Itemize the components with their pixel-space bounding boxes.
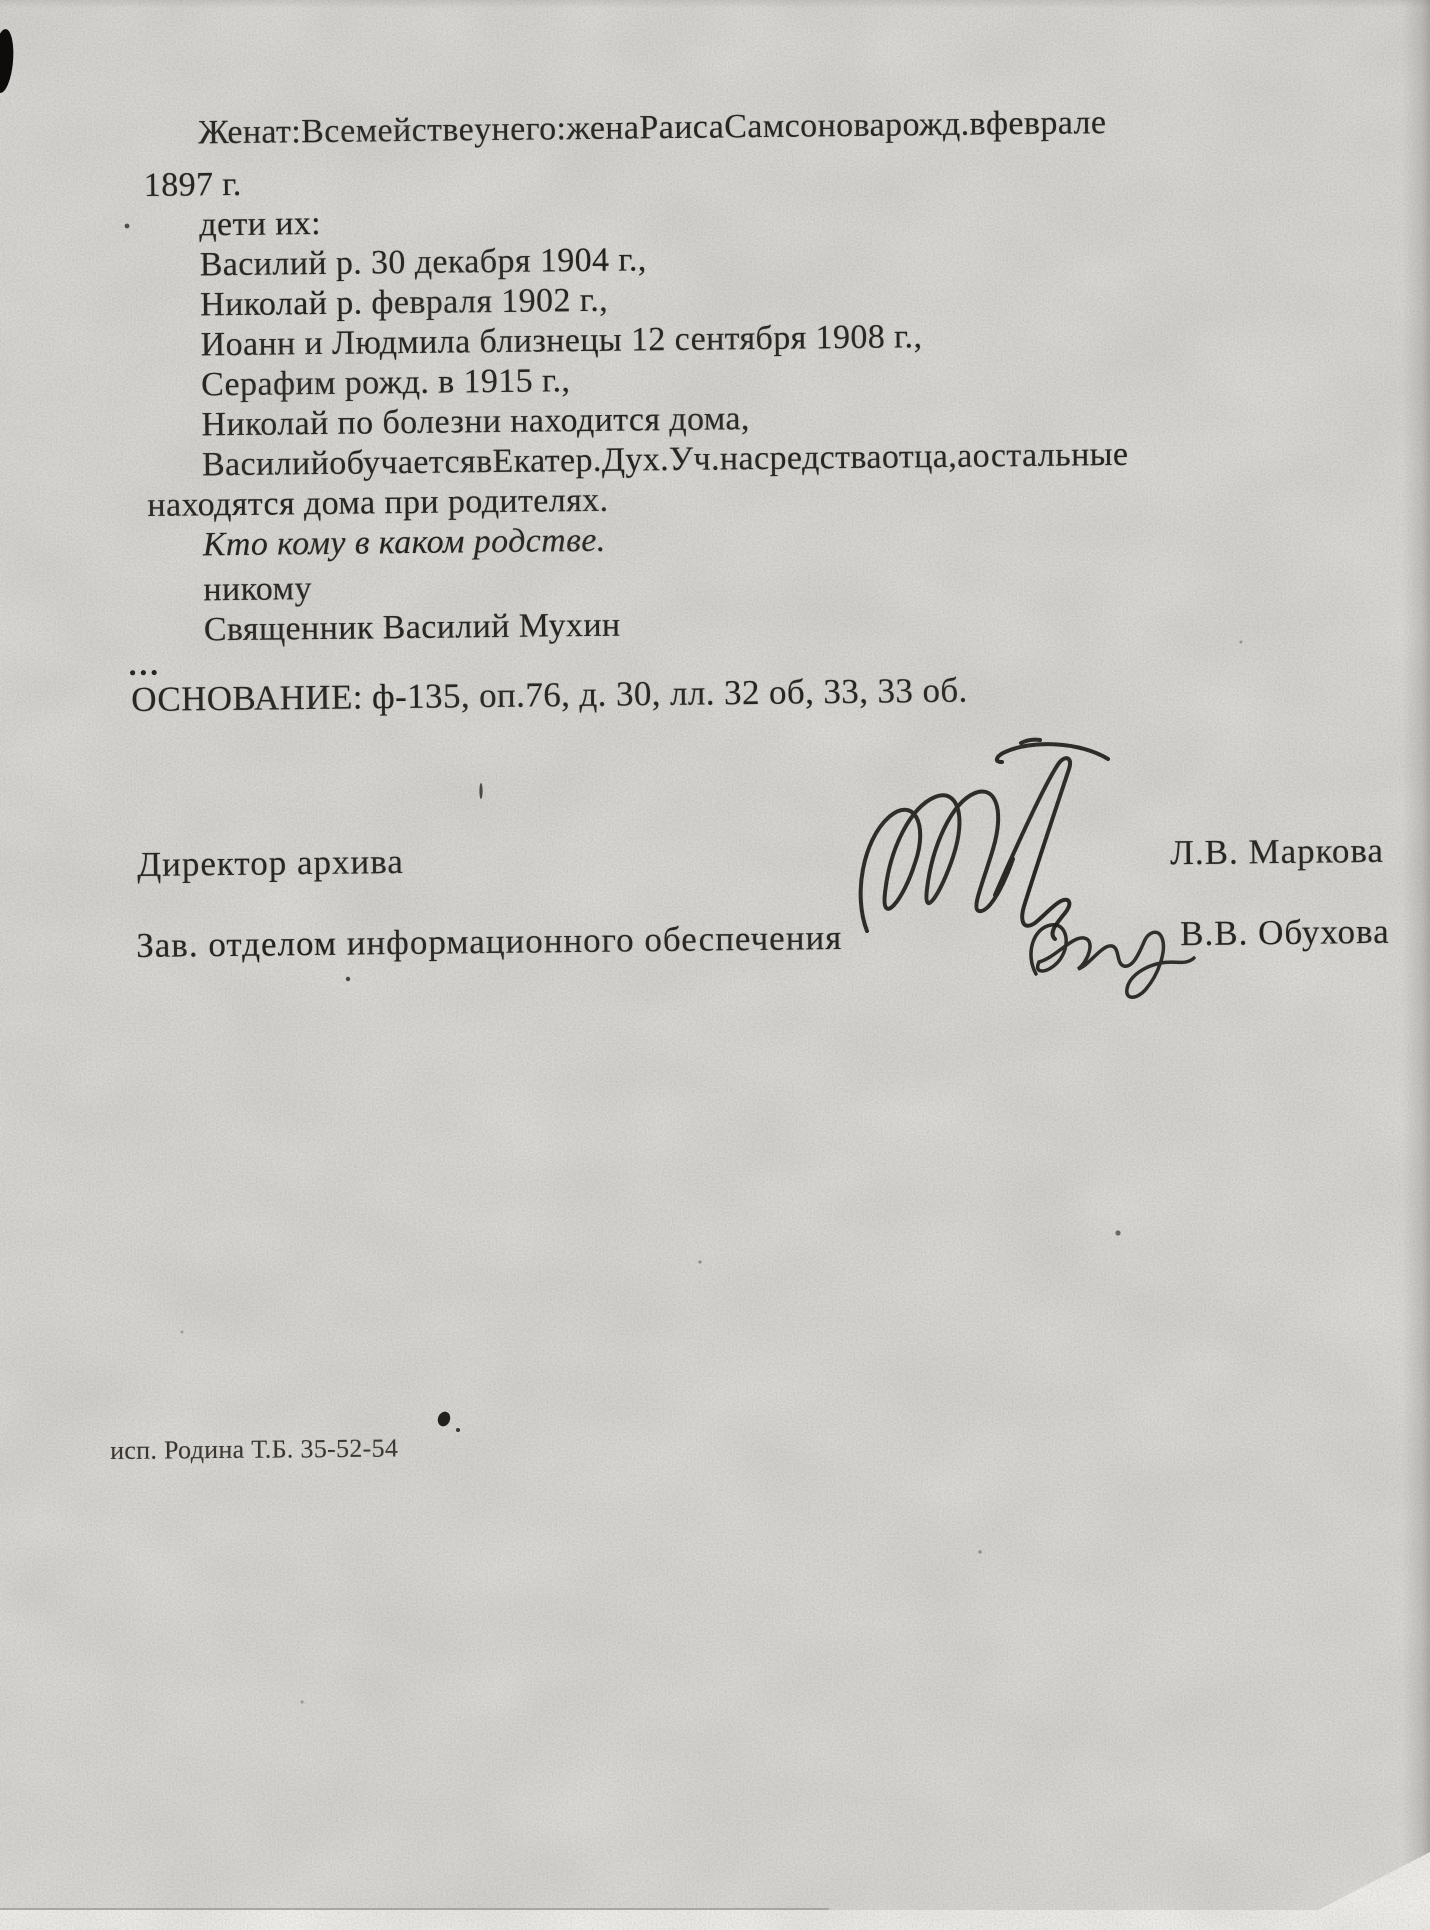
document-line: Василий р. 30 декабря 1904 г., [199,241,647,284]
scan-edge-shadow-top [0,0,1430,8]
toner-speck [181,1331,184,1334]
word: жена [566,109,640,148]
toner-speck [1115,1230,1120,1235]
document-line: находятся дома при родителях. [147,481,609,524]
document-line: Серафим рожд. в 1915 г., [200,362,571,404]
toner-speck [300,1700,303,1703]
executor-note: исп. Родина Т.Б. 35-52-54 [110,1433,399,1465]
word: рожд. [884,105,970,144]
word: В [300,112,325,151]
word: феврале [985,104,1107,143]
toner-speck [698,1260,701,1263]
document-body [143,103,1129,651]
toner-speck [346,977,350,981]
signature-row-director [137,831,1387,891]
word: Василий [201,444,330,484]
word: Раиса [639,108,725,147]
toner-speck [125,224,130,229]
document-line-priest-name: Священник Василий Мухин [203,606,621,649]
toner-speck [1240,641,1243,644]
word: Женат: [198,113,302,152]
word: в [475,443,493,481]
toner-scratch [479,783,482,799]
document-line [143,103,1107,154]
document-line: дети их: [199,204,322,244]
document-line: Николай по болезни находится дома, [201,400,751,444]
word: обучается [328,443,477,482]
signatory-title: Зав. отделом информационного обеспечения [136,917,843,965]
word: а [956,437,973,475]
basis-reference-line: ОСНОВАНИЕ: ф-135, оп.76, д. 30, лл. 32 об, 33, 33 об. [131,670,968,719]
scan-artifact-ink-blob [0,28,16,93]
document-line: 1897 г. [143,165,242,204]
word: Уч. [668,440,721,479]
word: средства [753,438,883,478]
document-line: никому [203,570,313,609]
word: остальные [972,435,1129,475]
word: у [473,111,492,149]
word: него: [491,110,567,149]
scan-edge-strip-bottom [0,1910,1430,1930]
word: на [719,440,755,478]
word: Екатер. [492,441,602,481]
word: семействе [324,111,475,150]
toner-blob [436,1410,452,1428]
document-line-kinship-italic: Кто кому в каком родстве. [202,521,606,564]
signature-row-department-head [136,911,1390,972]
signatory-name: Л.В. Маркова [1169,830,1385,873]
signatory-title: Директор архива [137,841,405,884]
document-line: Иоанн и Людмила близнецы 12 сентября 1908 г., [200,318,923,364]
document-line: Николай р. февраля 1902 г., [199,281,609,324]
ellipsis-mark: … [127,645,160,682]
word: в [969,105,987,143]
word: Самсонова [723,106,886,146]
toner-speck [978,1550,982,1554]
scan-edge-shadow-right [1402,0,1430,1930]
toner-speck [456,1428,460,1432]
word: отца, [881,437,958,476]
signatory-name: В.В. Обухова [1179,911,1390,954]
word: Дух. [601,441,670,479]
